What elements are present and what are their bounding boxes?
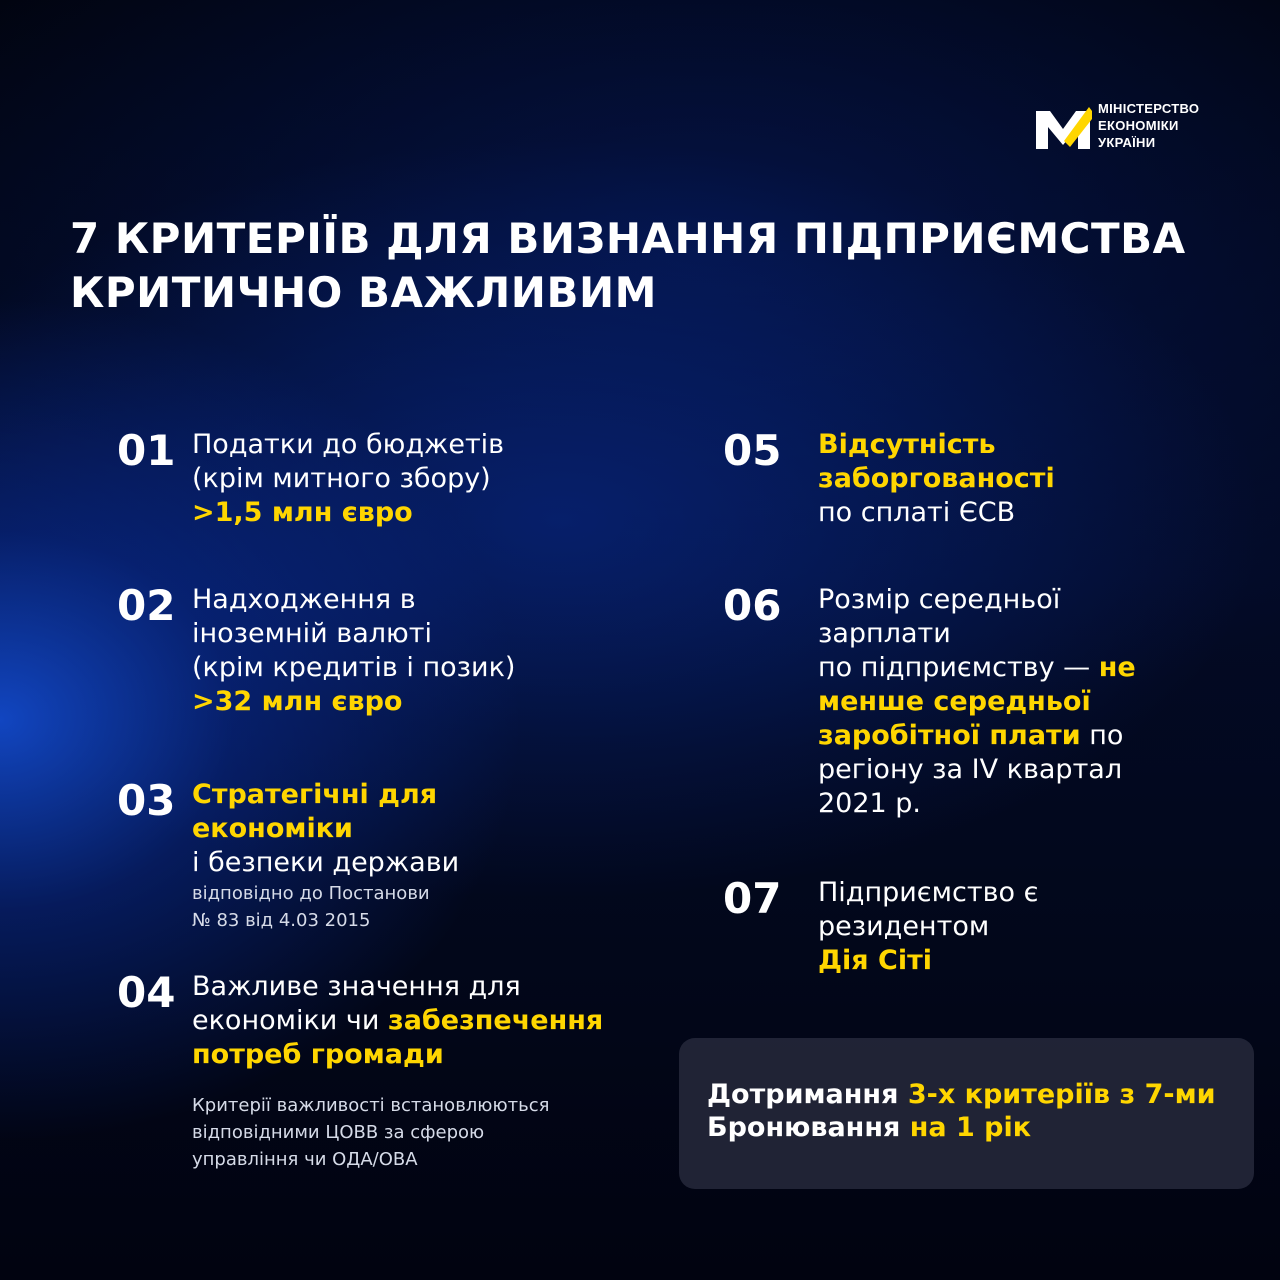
ministry-name-line-1: МІНІСТЕРСТВО [1098,101,1200,116]
criterion-line: 2021 р. [818,788,922,819]
criterion-number: 02 [117,581,176,630]
criterion-highlight: Стратегічні для [192,779,438,810]
ministry-name [1098,100,1199,151]
summary-highlight: на 1 рік [909,1112,1032,1143]
criterion-note: управління чи ОДА/ОВА [192,1149,418,1170]
criterion-line: Податки до бюджетів [192,429,505,460]
criterion-highlight: >32 млн євро [192,686,403,717]
page-title-line-1: 7 КРИТЕРІЇВ ДЛЯ ВИЗНАННЯ ПІДПРИЄМСТВА [70,214,1186,263]
ministry-logo [1034,100,1199,151]
criterion-line: Надходження в [192,584,416,615]
summary-line-2 [707,1111,1254,1144]
criterion-line: резидентом [818,911,990,942]
criterion-highlight: менше середньої [818,686,1091,717]
criterion-note: відповідно до Постанови [192,883,430,904]
criterion-number: 03 [117,776,176,825]
criterion-line-plain: по [1080,720,1124,751]
summary-plain: Бронювання [707,1112,910,1143]
page-title-line-2: КРИТИЧНО ВАЖЛИВИМ [70,268,657,317]
summary-plain: Дотримання [707,1079,908,1110]
summary-line-1 [707,1078,1254,1111]
criterion-highlight: економіки [192,813,353,844]
criterion-number: 06 [723,581,782,630]
criterion-note: № 83 від 4.03 2015 [192,910,371,931]
criterion-line: іноземній валюті [192,618,432,649]
criterion-highlight: Відсутність [818,429,996,460]
criterion-line: Підприємство є [818,877,1039,908]
criterion-number: 01 [117,426,176,475]
ministry-m-logo-icon [1034,101,1092,151]
criterion-highlight: потреб громади [192,1039,444,1070]
summary-box [679,1038,1254,1189]
criterion-highlight: забезпечення [388,1005,604,1036]
page-title [70,212,1186,320]
criterion-line: Розмір середньої [818,584,1061,615]
criterion-highlight: Дія Сіті [818,945,933,976]
criterion-text [192,428,504,530]
criterion-line [818,651,1136,685]
criterion-line-plain: по підприємству — [818,652,1099,683]
ministry-name-line-2: ЕКОНОМІКИ [1098,118,1179,133]
criterion-text [818,876,1038,978]
criterion-line [192,1004,603,1038]
criterion-line: (крім кредитів і позик) [192,652,516,683]
criterion-text [192,778,459,934]
ministry-name-line-3: УКРАЇНИ [1098,135,1156,150]
criterion-line: по сплаті ЄСВ [818,497,1016,528]
criterion-note: відповідними ЦОВВ за сферою [192,1122,485,1143]
criterion-line: зарплати [818,618,951,649]
criterion-highlight: >1,5 млн євро [192,497,413,528]
criterion-highlight: заборгованості [818,463,1055,494]
criterion-text [192,583,515,719]
criterion-line [818,719,1136,753]
criterion-line: Важливе значення для [192,971,521,1002]
criterion-note: Критерії важливості встановлюються [192,1095,550,1116]
criterion-line: (крім митного збору) [192,463,491,494]
criterion-highlight: заробітної плати [818,720,1081,751]
criterion-line: і безпеки держави [192,847,460,878]
criterion-number: 05 [723,426,782,475]
criterion-number: 04 [117,968,176,1017]
criterion-line: регіону за IV квартал [818,754,1123,785]
criterion-number: 07 [723,874,782,923]
criterion-text [192,970,603,1173]
criterion-line-plain: економіки чи [192,1005,389,1036]
criterion-highlight: не [1098,652,1136,683]
criterion-text [818,583,1136,821]
summary-highlight: 3-х критеріїв з 7-ми [907,1079,1216,1110]
criterion-text [818,428,1055,530]
